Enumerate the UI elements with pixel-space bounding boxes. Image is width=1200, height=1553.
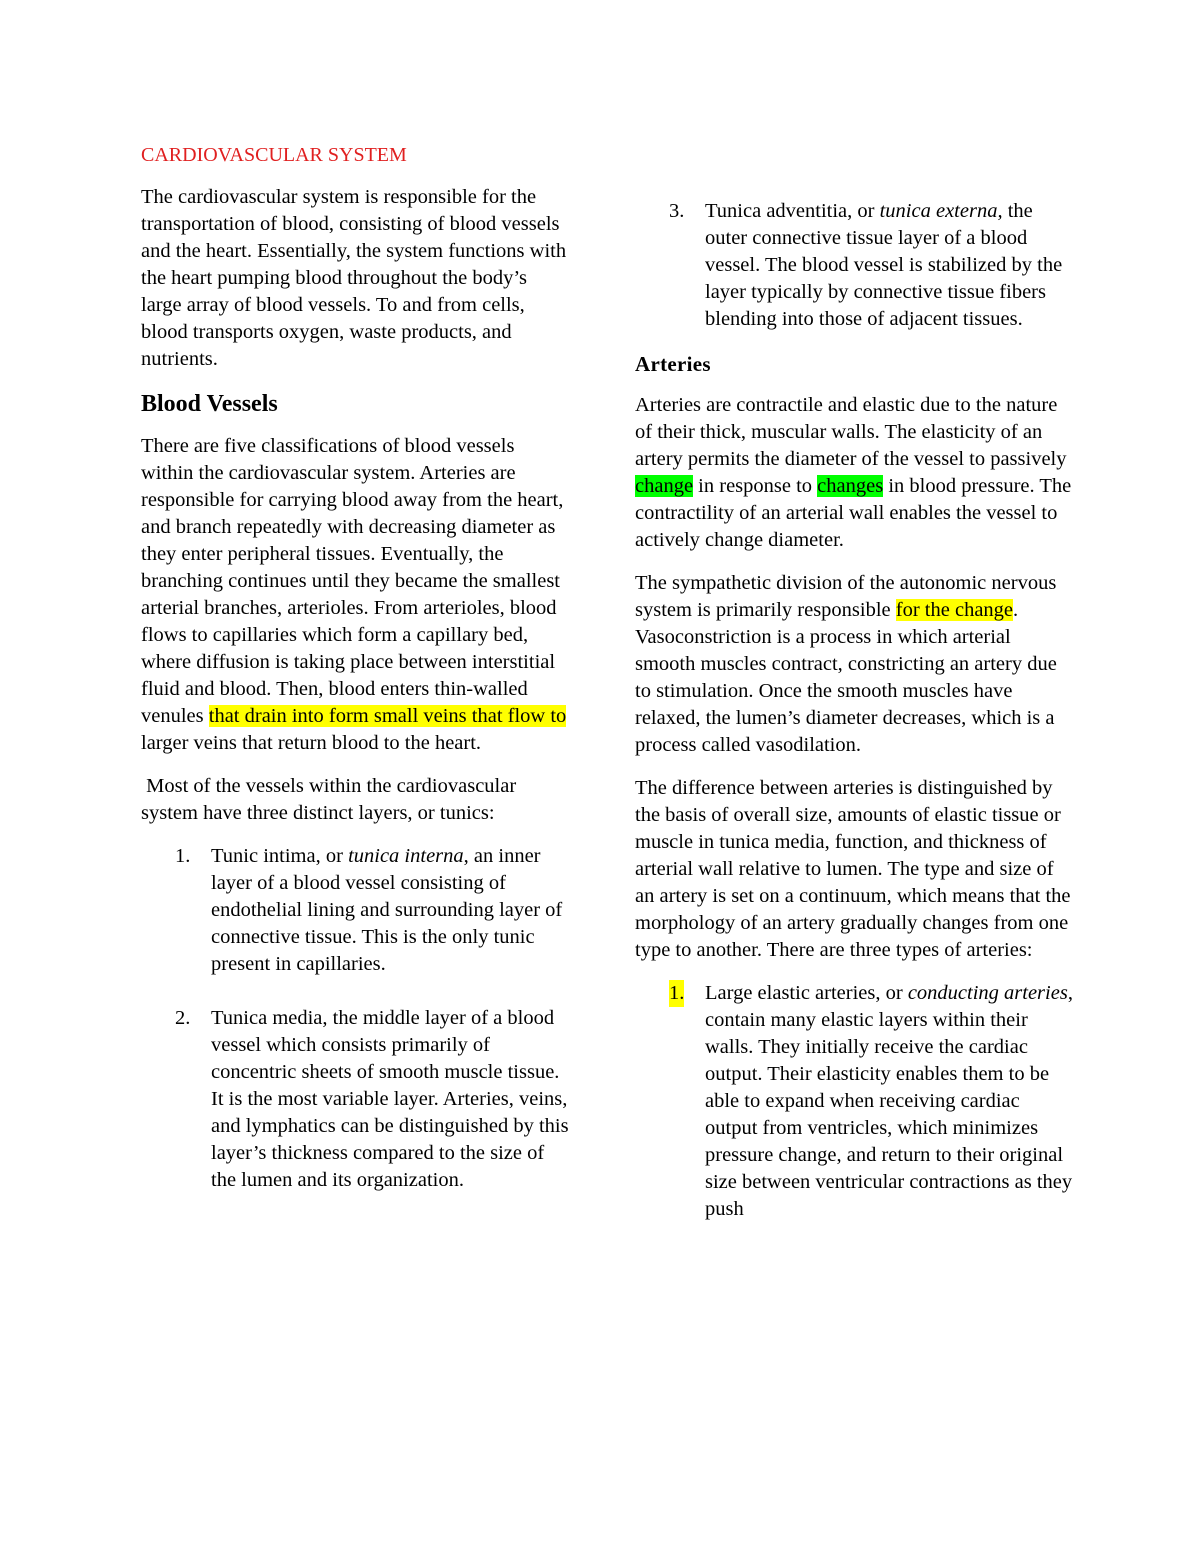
list-item [635,980,1075,1223]
text-run: in response to [693,475,818,497]
intro-paragraph: The cardiovascular system is responsible for the transportation of blood, consisting of blood vessels and the heart. Essentially, the system functions with the heart pumping blood throughout the body’s large array of blood vessels. To and from cells, blood transports oxygen, waste products, and nutrients. [141,186,567,370]
document-title: CARDIOVASCULAR SYSTEM [141,144,407,166]
text-run: , contain many elastic layers within their walls. They initially receive the cardiac output. Their elasticity enables them to be able to expand when receiving cardiac output from ventricles, which minimizes pressure change, and return to their original size between ventricular contractions as they push [705,982,1073,1220]
yellow-highlight: for the change [895,599,1014,621]
text-run: the outer connective tissue layer of a blood vessel. The blood vessel is stabilized by the layer typically by connective tissue fibers blending into those of adjacent tissues. [705,200,1063,330]
arteries-paragraph-2 [635,570,1075,759]
list-item [141,1005,571,1194]
tunics-list [141,843,571,1194]
text-run: . Vasoconstriction is a process in which arterial smooth muscles contract, constricting an artery due to stimulation. Once the smooth muscles have relaxed, the lumen’s diameter decreases, which is a process called vasodilation. [635,599,1057,756]
green-highlight: changes [817,475,884,497]
left-column [141,140,571,1221]
text-run: There are five classifications of blood vessels within the cardiovascular system. Arteries are responsible for carrying blood away from the heart, and branch repeatedly with decreasing diameter as they enter peripheral tissues. Eventually, the branching continues until they became the smallest arterial branches, arterioles. From arterioles, blood flows to capillaries which form a capillary bed, where diffusion is taking place between interstitial fluid and blood. Then, blood enters thin-walled venules [141,435,564,727]
tunics-intro-paragraph: Most of the vessels within the cardiovascular system have three distinct layers, or tunics: [141,775,522,824]
artery-types-list [635,980,1075,1223]
list-number: 3. [669,200,685,222]
list-number: 2. [175,1007,191,1029]
yellow-highlight: that drain into form small veins that flow to [208,705,567,727]
italic-term: tunica externa, [879,200,1003,222]
italic-term: tunica interna [348,845,464,867]
text-run: Tunic intima, or [211,845,349,867]
list-item [141,843,571,978]
green-highlight: change [635,475,694,497]
text-run: , an inner layer of a blood vessel consisting of endothelial lining and surrounding layer of connective tissue. This is the only tunic present in capillaries. [211,845,563,975]
blood-vessels-heading: Blood Vessels [141,391,278,417]
blood-vessels-paragraph [141,433,571,757]
arteries-heading: Arteries [635,352,711,376]
italic-term: conducting arteries [907,982,1068,1004]
text-run: larger veins that return blood to the heart. [141,732,482,754]
arteries-paragraph-3: The difference between arteries is distinguished by the basis of overall size, amounts of elastic tissue or muscle in tunica media, function, and thickness of arterial wall relative to lumen. The type and size of an artery is set on a continuum, which means that the morphology of an artery gradually changes from one type to another. There are three types of arteries: [635,777,1071,961]
text-run: Large elastic arteries, or [705,982,908,1004]
right-column [635,198,1075,1223]
text-run: The sympathetic division of the autonomic nervous system is primarily responsible [635,572,1057,621]
text-run: in blood pressure. The contractility of an arterial wall enables the vessel to actively change diameter. [635,475,1072,551]
arteries-paragraph-1 [635,392,1075,554]
text-run: Tunica adventitia, or [705,200,880,222]
text-run: Tunica media, the middle layer of a blood vessel which consists primarily of concentric sheets of smooth muscle tissue. It is the most variable layer. Arteries, veins, and lymphatics can be distinguished by this layer’s thickness compared to the size of the lumen and its organization. [211,1007,569,1191]
text-run: Arteries are contractile and elastic due to the nature of their thick, muscular walls. The elasticity of an artery permits the diameter of the vessel to passively [635,394,1067,470]
list-item [635,198,1075,333]
list-number: 1. [669,980,684,1007]
list-number: 1. [175,845,191,867]
tunics-list-continued [635,198,1075,333]
